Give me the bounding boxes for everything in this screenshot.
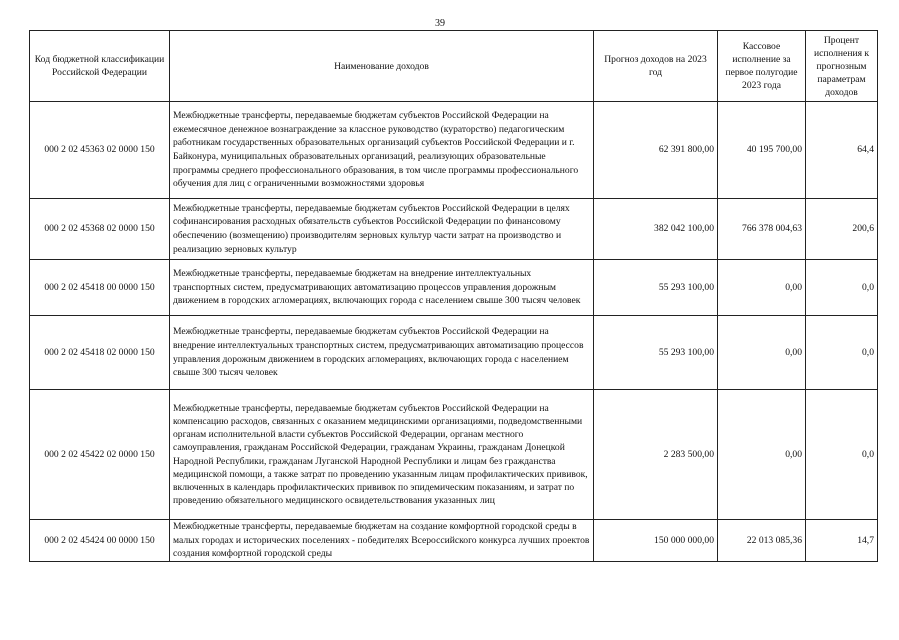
row-executed: 22 013 085,36 (718, 520, 806, 562)
row-percent: 200,6 (806, 199, 878, 260)
header-executed: Кассовое исполнение за первое полугодие 2023 года (718, 31, 806, 102)
row-code: 000 2 02 45368 02 0000 150 (30, 199, 170, 260)
row-executed: 40 195 700,00 (718, 102, 806, 199)
row-name: Межбюджетные трансферты, передаваемые бюджетам на создание комфортной городской среды в малых городах и исторических поселениях - победителях Всероссийского конкурса лучших проектов создания комфортной городской среды (170, 520, 594, 562)
row-percent: 14,7 (806, 520, 878, 562)
row-name: Межбюджетные трансферты, передаваемые бюджетам субъектов Российской Федерации в целях софинансирования расходных обязательств субъектов Российской Федерации по финансовому обеспечению (возмещению) производителям зерновых культур части затрат на производство и реализацию зерновых культур (170, 199, 594, 260)
row-code: 000 2 02 45422 02 0000 150 (30, 390, 170, 520)
row-percent: 0,0 (806, 390, 878, 520)
row-forecast: 55 293 100,00 (594, 316, 718, 390)
header-name: Наименование доходов (170, 31, 594, 102)
table-row (30, 316, 878, 390)
table-header-row (30, 31, 878, 102)
header-forecast: Прогноз доходов на 2023 год (594, 31, 718, 102)
row-forecast: 382 042 100,00 (594, 199, 718, 260)
table-row (30, 520, 878, 562)
row-forecast: 62 391 800,00 (594, 102, 718, 199)
row-name: Межбюджетные трансферты, передаваемые бюджетам субъектов Российской Федерации на компенсацию расходов, связанных с оказанием медицинскими организациями, подведомственными органам исполнительной власти субъектов Российской Федерации, органам местного самоуправления, гражданам Российской Федерации, гражданам Украины, гражданам Донецкой Народной Республики, гражданам Луганской Народной Республики и лицам без гражданства медицинской помощи, а также затрат по проведению указанным лицам профилактических прививок, включенных в календарь профилактических прививок по эпидемическим показаниям, и затрат по проведению обязательного медицинского освидетельствования указанных лиц (170, 390, 594, 520)
row-executed: 0,00 (718, 316, 806, 390)
header-percent: Процент исполнения к прогнозным параметрам доходов (806, 31, 878, 102)
table-row (30, 102, 878, 199)
row-executed: 0,00 (718, 260, 806, 316)
row-name: Межбюджетные трансферты, передаваемые бюджетам субъектов Российской Федерации на внедрение интеллектуальных транспортных систем, предусматривающих автоматизацию процессов управления дорожным движением в городских агломерациях, включающих города с населением свыше 300 тысяч человек (170, 316, 594, 390)
row-forecast: 150 000 000,00 (594, 520, 718, 562)
row-name: Межбюджетные трансферты, передаваемые бюджетам субъектов Российской Федерации на ежемесячное денежное вознаграждение за классное руководство (кураторство) педагогическим работникам государственных образовательных организаций субъектов Российской Федерации и г. Байконура, муниципальных образовательных организаций, реализующих образовательные программы среднего профессионального образования, в том числе программы профессионального обучения для лиц с ограниченными возможностями здоровья (170, 102, 594, 199)
revenue-table (29, 30, 878, 562)
row-code: 000 2 02 45418 00 0000 150 (30, 260, 170, 316)
row-percent: 0,0 (806, 316, 878, 390)
row-percent: 0,0 (806, 260, 878, 316)
table-row (30, 390, 878, 520)
table-row (30, 199, 878, 260)
row-executed: 766 378 004,63 (718, 199, 806, 260)
row-code: 000 2 02 45424 00 0000 150 (30, 520, 170, 562)
row-executed: 0,00 (718, 390, 806, 520)
row-forecast: 2 283 500,00 (594, 390, 718, 520)
page-number: 39 (435, 18, 445, 29)
row-forecast: 55 293 100,00 (594, 260, 718, 316)
row-code: 000 2 02 45418 02 0000 150 (30, 316, 170, 390)
row-code: 000 2 02 45363 02 0000 150 (30, 102, 170, 199)
header-code: Код бюджетной классификации Российской Федерации (30, 31, 170, 102)
row-name: Межбюджетные трансферты, передаваемые бюджетам на внедрение интеллектуальных транспортных систем, предусматривающих автоматизацию процессов управления дорожным движением в городских агломерациях, включающих города с населением свыше 300 тысяч человек (170, 260, 594, 316)
row-percent: 64,4 (806, 102, 878, 199)
table-row (30, 260, 878, 316)
